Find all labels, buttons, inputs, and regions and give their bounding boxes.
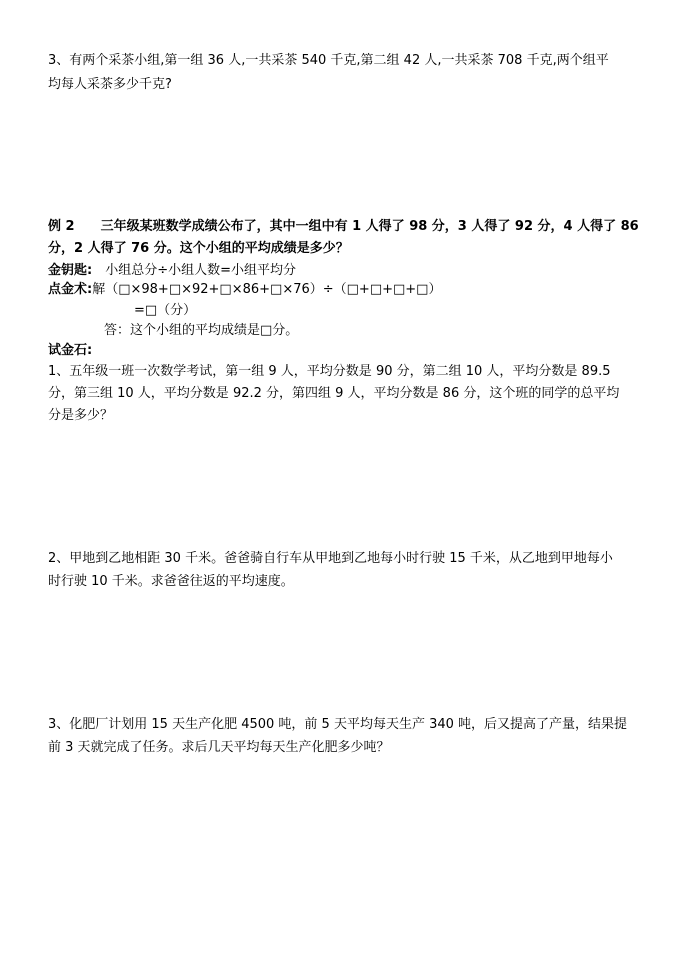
technique-answer: 答：这个小组的平均成绩是□分。: [104, 323, 299, 338]
example2-line-2: 分，2 人得了 76 分。这个小组的平均成绩是多少？: [48, 241, 349, 256]
problem1-line-2: 分，第三组 10 人，平均分数是 92.2 分，第四组 9 人，平均分数是 86 分，这个班的同学的总平均: [48, 386, 620, 401]
q3-top-line-1: 3、有两个采茶小组,第一组 36 人,一共采茶 540 千克,第二组 42 人,一共采茶 708 千克,两个组平: [48, 53, 609, 68]
problem3-line-1: 3、化肥厂计划用 15 天生产化肥 4500 吨，前 5 天平均每天生产 340 吨，后又提高了产量，结果提: [48, 717, 628, 732]
technique-line-1: 解（□×98+□×92+□×86+□×76）÷（□+□+□+□）: [92, 282, 442, 297]
technique-label: 点金术:: [48, 282, 93, 297]
golden-key-text: 小组总分÷小组人数=小组平均分: [92, 263, 296, 278]
example2-line-1: 例 2 三年级某班数学成绩公布了，其中一组中有 1 人得了 98 分，3 人得了 92 分，4 人得了 86: [48, 219, 639, 234]
problem2-line-1: 2、甲地到乙地相距 30 千米。爸爸骑自行车从甲地到乙地每小时行驶 15 千米，从乙地到甲地每小: [48, 551, 613, 566]
technique-row: [48, 281, 441, 299]
trial-label: 试金石:: [48, 343, 93, 358]
q3-top-line-2: 均每人采茶多少千克?: [48, 77, 172, 92]
golden-key-label: 金钥匙:: [48, 263, 93, 278]
problem2-line-2: 时行驶 10 千米。求爸爸往返的平均速度。: [48, 574, 294, 589]
golden-key-row: [48, 262, 296, 280]
problem3-line-2: 前 3 天就完成了任务。求后几天平均每天生产化肥多少吨？: [48, 740, 390, 755]
problem1-line-3: 分是多少？: [48, 408, 114, 423]
technique-line-2: =□（分）: [134, 303, 197, 318]
problem1-line-1: 1、五年级一班一次数学考试，第一组 9 人，平均分数是 90 分，第二组 10 人，平均分数是 89.5: [48, 364, 611, 379]
